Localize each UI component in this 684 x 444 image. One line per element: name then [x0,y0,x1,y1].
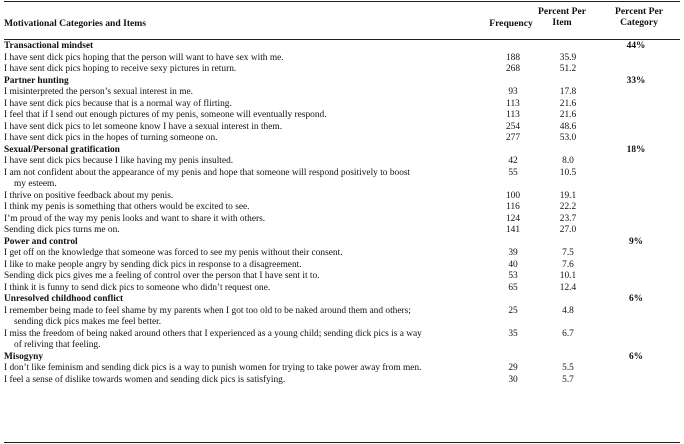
category-percent-item-cell [540,352,596,364]
category-percent-item-cell [540,145,596,157]
item-category-cell [596,133,676,145]
item-text: I have sent dick pics because that is a normal way of flirting. [4,98,232,109]
item-frequency: 116 [506,202,520,212]
item-category-cell [596,363,676,375]
item-frequency: 30 [508,374,518,385]
category-frequency-cell [486,76,540,88]
item-text: Sending dick pics gives me a feeling of control over the person that I have sent it to. [4,271,320,281]
item-text-cell [0,156,486,168]
category-name: Sexual/Personal gratification [4,144,120,155]
header-percent-item: Percent Per Item [537,6,587,28]
item-category-cell [596,191,676,203]
item-percent: 7.5 [562,248,574,258]
category-row [0,294,684,306]
item-text-cell [0,99,486,111]
item-category-cell [596,64,676,76]
table-row [0,329,684,352]
header-rule [4,39,680,40]
item-frequency: 188 [505,52,521,63]
category-percent: 9% [628,236,644,247]
category-name: Partner hunting [4,75,69,86]
item-text-cell [0,110,486,122]
item-text: I think it is funny to send dick pics to someone who didn’t request one. [4,282,271,293]
item-text-cell [0,87,486,99]
item-frequency: 55 [508,167,518,178]
item-frequency: 40 [508,259,518,270]
item-text: I get off on the knowledge that someone was forced to see my penis without their consent. [4,248,343,258]
item-frequency: 93 [508,87,518,97]
item-frequency: 29 [508,363,518,373]
item-percent: 17.8 [559,87,577,97]
category-percent-item-cell [540,41,596,53]
table-row [0,306,684,329]
item-text: I feel a sense of dislike towards women and sending dick pics is satisfying. [4,374,286,385]
item-category-cell [596,214,676,226]
item-text-cell [0,248,486,260]
table-row [0,271,684,283]
item-frequency: 113 [506,98,520,109]
category-name: Unresolved childhood conflict [4,294,124,304]
table-row [0,133,684,145]
category-row [0,76,684,88]
table-body [0,41,684,386]
header-frequency: Frequency [489,18,533,29]
item-text: I feel that if I send out enough pictures of my penis, someone will eventually respond. [4,110,327,120]
item-frequency: 254 [505,121,521,132]
item-frequency: 39 [508,248,518,258]
table-row [0,375,684,387]
table-row [0,214,684,226]
item-category-cell [596,306,676,329]
category-percent-item-cell [540,237,596,249]
item-percent: 12.4 [559,282,577,293]
item-text: I remember being made to feel shame by my parents when I got too old to be naked around them and others; [4,305,411,316]
item-text-cell [0,271,486,283]
item-percent: 10.1 [559,271,577,281]
item-percent: 23.7 [559,213,577,224]
item-text: I have sent dick pics because I like having my penis insulted. [4,156,234,166]
item-text: I have sent dick pics hoping to receive sexy pictures in return. [4,64,237,74]
item-percent: 6.7 [562,328,574,339]
item-text: I like to make people angry by sending dick pics in response to a disagreement. [4,259,302,270]
item-text-continued: my esteem. [14,179,57,189]
category-percent-item-cell [540,294,596,306]
item-text-cell [0,122,486,134]
item-category-cell [596,271,676,283]
category-percent-item-cell [540,76,596,88]
category-percent: 44% [626,41,646,51]
table-row [0,225,684,237]
item-text-cell [0,53,486,65]
category-frequency-cell [486,145,540,157]
item-frequency: 141 [505,225,521,235]
item-percent: 51.2 [559,64,577,74]
item-text-cell [0,225,486,237]
table-row [0,191,684,203]
category-percent: 18% [626,144,646,155]
item-category-cell [596,202,676,214]
item-percent: 21.6 [559,110,577,120]
category-frequency-cell [486,237,540,249]
item-text-cell [0,214,486,226]
table-row [0,168,684,191]
category-row [0,237,684,249]
item-percent: 5.7 [562,374,574,385]
item-text-continued: of reliving that feeling. [14,340,101,350]
item-category-cell [596,122,676,134]
category-name: Power and control [4,236,78,247]
category-row [0,352,684,364]
item-percent: 19.1 [559,190,577,201]
table-row [0,122,684,134]
item-text-cell [0,191,486,203]
item-text: Sending dick pics turns me on. [4,225,120,235]
category-frequency-cell [486,294,540,306]
item-percent: 7.6 [562,259,574,270]
table-row [0,363,684,375]
item-percent: 22.2 [559,202,577,212]
item-text-cell [0,306,486,329]
table-row [0,156,684,168]
item-text: I don’t like feminism and sending dick pics is a way to punish women for trying to take power away from men. [4,363,422,373]
table-top-rule [4,1,680,2]
item-text: I misinterpreted the person’s sexual interest in me. [4,87,194,97]
table-bottom-rule [4,442,680,443]
item-frequency: 42 [508,156,518,166]
item-category-cell [596,87,676,99]
item-text-cell [0,375,486,387]
item-category-cell [596,260,676,272]
item-text: I have sent dick pics to let someone know I have a sexual interest in them. [4,121,283,132]
item-frequency: 124 [505,213,521,224]
item-percent: 10.5 [559,167,577,178]
item-text-continued: sending dick pics makes me feel better. [14,317,162,327]
item-text-cell [0,329,486,352]
table-row [0,53,684,65]
item-text: I miss the freedom of being naked around others that I experienced as a young child; sending dick pics is a way [4,328,422,339]
item-text: I thrive on positive feedback about my penis. [4,190,174,201]
item-text-cell [0,202,486,214]
table-row [0,202,684,214]
item-category-cell [596,329,676,352]
table-row [0,64,684,76]
item-category-cell [596,375,676,387]
item-percent: 5.5 [562,363,574,373]
table-row [0,283,684,295]
item-percent: 21.6 [559,98,577,109]
item-frequency: 100 [505,190,521,201]
item-category-cell [596,53,676,65]
item-percent: 53.0 [559,133,577,143]
item-percent: 48.6 [559,121,577,132]
item-text-cell [0,363,486,375]
item-text-cell [0,64,486,76]
category-percent: 6% [628,294,644,304]
header-percent-category: Percent Per Category [614,6,664,28]
item-frequency: 35 [508,328,518,339]
item-text: I think my penis is something that others would be excited to see. [4,202,250,212]
item-frequency: 25 [508,305,518,316]
item-text: I am not confident about the appearance of my penis and hope that someone will respond positively to boost [4,167,411,178]
table-row [0,87,684,99]
category-frequency-cell [486,41,540,53]
item-category-cell [596,283,676,295]
item-percent: 4.8 [562,305,574,316]
category-percent: 33% [626,75,646,86]
item-category-cell [596,156,676,168]
item-text-cell [0,283,486,295]
item-category-cell [596,99,676,111]
category-frequency-cell [486,352,540,364]
header-category: Motivational Categories and Items [4,18,147,29]
item-text: I have sent dick pics hoping that the person will want to have sex with me. [4,52,284,63]
item-category-cell [596,248,676,260]
item-text: I have sent dick pics in the hopes of turning someone on. [4,133,218,143]
item-frequency: 113 [506,110,520,120]
category-percent: 6% [628,351,644,362]
item-frequency: 53 [508,271,518,281]
item-frequency: 268 [505,64,521,74]
item-text-cell [0,168,486,191]
item-category-cell [596,225,676,237]
item-text: I’m proud of the way my penis looks and want to share it with others. [4,213,266,224]
table-row [0,248,684,260]
category-row [0,145,684,157]
category-name: Transactional mindset [4,41,94,51]
item-frequency: 277 [505,133,521,143]
item-frequency: 65 [508,282,518,293]
category-row [0,41,684,53]
item-category-cell [596,168,676,191]
item-text-cell [0,133,486,145]
table-row [0,110,684,122]
category-name: Misogyny [4,351,44,362]
table-row [0,99,684,111]
item-percent: 8.0 [562,156,574,166]
item-percent: 27.0 [559,225,577,235]
item-text-cell [0,260,486,272]
item-category-cell [596,110,676,122]
item-percent: 35.9 [559,52,577,63]
table-row [0,260,684,272]
